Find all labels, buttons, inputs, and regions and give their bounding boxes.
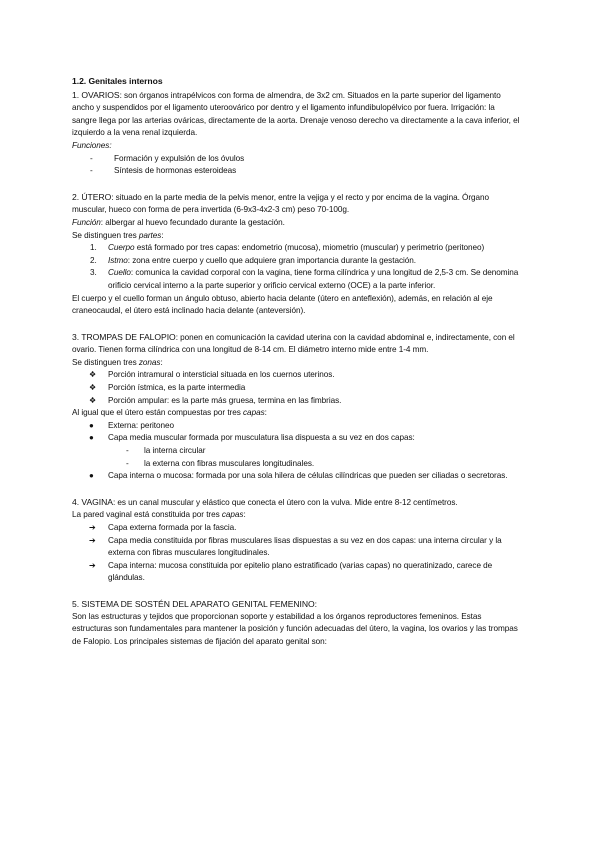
capas-intro-text: La pared vaginal está constituida por tres [72,510,222,520]
ovarios-text: : son órganos intrapélvicos con forma de almendra, de 3x2 cm. Situados en la parte superior del ligamento ancho y suspendidos por el ligamento uteroovárico por dentro y el ligamento infundibulopélvico por fuera. Irrigación: la sangre llega por las arterias ováricas, directamente de la aorta. Drenaje venoso derecho va directamente a la cava inferior, el izquierdo a la vena renal izquierda. [72,90,520,138]
arrow-bullet-icon: ➔ [89,523,96,532]
document-page [72,75,520,648]
arrow-bullet-icon: ➔ [89,535,96,545]
trompas-capas-list-cont [72,470,520,483]
list-item [72,470,520,483]
ovarios-paragraph [72,89,520,140]
list-item [72,369,520,382]
trompas-paragraph [72,331,520,357]
capa-text: Capa externa formada por la fascia. [108,523,237,532]
list-item [72,420,520,433]
utero-paragraph [72,191,520,217]
list-item [72,255,520,268]
utero-heading: 2. ÚTERO [72,191,112,202]
subcapa-text: la externa con fibras musculares longitudinales. [144,458,315,468]
list-item [72,535,520,560]
trompas-zonas-intro: Se distinguen tres zonas: [72,357,163,367]
capas-intro-text: Al igual que el útero están compuestas por tres [72,408,244,418]
diamond-bullet-icon: ❖ [89,395,97,405]
parte-text: está formado por tres capas: endometrio (mucosa), miometrio (muscular) y perimetrio (peritoneo) [134,243,485,253]
funciones-label-text: Funciones: [72,140,112,150]
parte-text: : zona entre cuerpo y cuello que adquiere gran importancia durante la gestación. [127,255,416,265]
capa-text: Externa: peritoneo [108,420,175,430]
diamond-bullet-icon: ❖ [89,383,97,393]
capas-label: capas [221,510,244,520]
vagina-capas-intro: La pared vaginal está constituida por tres capas: [72,510,246,520]
dot-bullet-icon: ● [89,433,94,443]
capa-media-sublist [72,445,520,470]
list-item [72,395,520,408]
parte-name: Cuerpo [108,243,135,253]
capa-text: Capa interna o mucosa: formada por una sola hilera de células cilíndricas que pueden ser ciliadas o secretoras. [108,471,508,481]
list-number: 2. [90,255,97,265]
funcion-text: : albergar al huevo fecundado durante la gestación. [100,217,285,227]
list-item: - Formación y expulsión de los óvulos [90,153,245,163]
utero-funcion [72,217,520,230]
diamond-bullet-icon: ❖ [89,370,97,380]
dot-bullet-icon: ● [89,471,94,481]
capa-text: Capa media muscular formada por musculatura lisa dispuesta a su vez en dos capas: [108,433,415,443]
vagina-heading: 4. VAGINA [72,496,113,507]
funcion-label: Función [72,217,101,227]
vagina-capas-list [72,522,520,585]
list-item [72,522,520,535]
utero-text: : situado en la parte media de la pelvis menor, entre la vejiga y el recto y por encima de la vagina. Órgano muscular, hueco con forma de pera invertida (6-9x3-4x2-3 cm) peso 70-100g. [72,192,490,215]
zona-text: Porción intramural o intersticial situada en los cuernos uterinos. [108,370,335,380]
list-item [72,432,520,445]
list-number: 3. [90,268,97,278]
trompas-heading: 3. TROMPAS DE FALOPIO [72,331,176,342]
vagina-paragraph [72,496,520,510]
capas-label: capas [243,408,265,418]
zonas-intro-text: Se distinguen tres [72,357,139,367]
list-item [72,242,520,255]
sosten-text: Son las estructuras y tejidos que proporcionan soporte y estabilidad a los órganos reproductores femeninos. Estas estructuras son fundamentales para mantener la posición y función adecuadas del útero, la vagina, los ovarios y las trompas de Falopio. Los principales sistemas de fijación del aparato genital son: [72,611,518,646]
list-item [72,382,520,395]
subcapa-text: la interna circular [144,446,206,456]
list-item [72,267,520,292]
section-title: 1.2. Genitales internos [72,76,163,86]
trompas-capas-intro: Al igual que el útero están compuestas por tres capas: [72,408,267,418]
dot-bullet-icon: ● [89,420,94,430]
zonas-list [72,369,520,407]
ovarios-heading: 1. OVARIOS [72,89,120,100]
trompas-text: : ponen en comunicación la cavidad uterina con la cavidad abdominal e, indirectamente, con el ovario. Tienen forma cilíndrica con una longitud de 8-14 cm. El diámetro interno mide entre 1-4 mm. [72,332,515,355]
partes-list [72,242,520,292]
zona-text: Porción ístmica, es la parte intermedia [108,383,246,393]
capa-text: Capa interna: mucosa constituida por epitelio plano estratificado (varias capas) no queratinizado, carece de glándulas. [108,560,493,583]
list-item: - Síntesis de hormonas esteroideas [90,166,237,176]
vagina-text: : es un canal muscular y elástico que conecta el útero con la vulva. Mide entre 8-12 centímetros. [112,497,458,507]
list-item [72,560,520,585]
parte-name: Istmo [108,255,128,265]
trompas-capas-list [72,420,520,445]
zona-text: Porción ampular: es la parte más gruesa, termina en las fimbrias. [108,395,342,405]
funciones-list [72,153,520,178]
funcion-item-text: Síntesis de hormonas esteroideas [114,166,237,176]
sosten-heading: 5. SISTEMA DE SOSTÉN DEL APARATO GENITAL FEMENINO: [72,598,318,609]
zonas-label: zonas [138,357,161,367]
parte-name: Cuello [108,268,131,278]
capa-text: Capa media constituida por fibras musculares lisas dispuestas a su vez en dos capas: una interna circular y la externa con fibras musculares longitudinales. [108,535,502,558]
parte-text: : comunica la cavidad corporal con la vagina, tiene forma cilíndrica y una longitud de 2,5-3 cm. Se denomina orificio cervical interno a la parte superior y orificio cervical externo (OCE) a la parte inferior. [108,268,519,290]
arrow-bullet-icon: ➔ [89,560,96,570]
funciones-label [72,140,520,153]
utero-closing: El cuerpo y el cuello forman un ángulo obtuso, abierto hacia delante (útero en anteflexión), además, en relación al eje craneocaudal, el útero está inclinado hacia delante (anteversión). [72,293,493,316]
list-item: - la interna circular [126,446,206,456]
funcion-item-text: Formación y expulsión de los óvulos [114,153,245,163]
partes-intro-text: Se distinguen tres [72,230,139,240]
utero-partes-intro: Se distinguen tres partes: [72,230,164,240]
list-number: 1. [90,243,97,253]
partes-label: partes [138,230,162,240]
list-item: - la externa con fibras musculares longitudinales. [126,458,315,468]
